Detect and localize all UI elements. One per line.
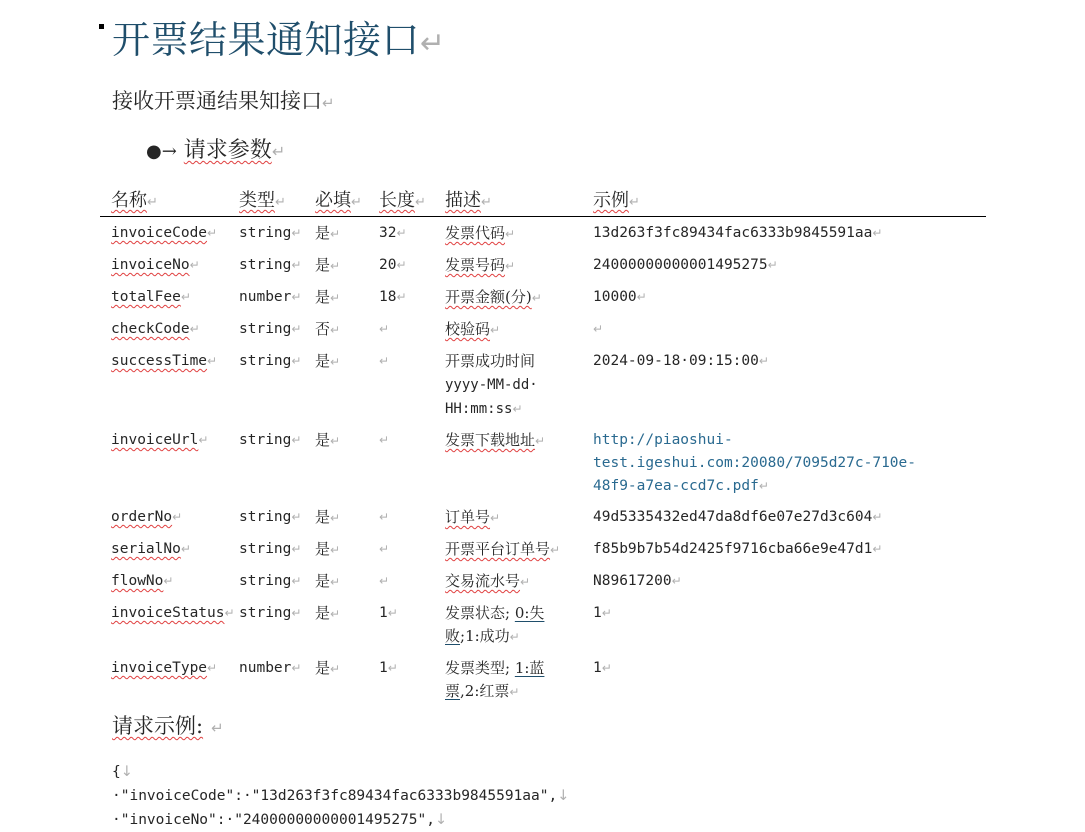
- param-length: 1↵: [379, 605, 398, 621]
- param-example: 49d5335432ed47da8df6e07e27d3c604↵: [593, 509, 883, 525]
- param-length: ↵: [379, 574, 390, 588]
- param-type: string↵: [239, 541, 302, 557]
- param-required: 是↵: [315, 604, 341, 622]
- param-description: 发票状态; 0:失 败;1:成功↵: [445, 604, 545, 645]
- param-name: successTime↵: [111, 353, 218, 369]
- invoice-url-link[interactable]: http://piaoshui- test.igeshui.com:20080/7095d27c-710e- 48f9-a7ea-ccd7c.pdf↵: [593, 432, 917, 494]
- param-required: 是↵: [315, 352, 341, 370]
- param-description: 发票代码↵: [445, 224, 516, 242]
- param-description: 订单号↵: [445, 508, 501, 526]
- param-example: N89617200↵: [593, 573, 682, 589]
- param-example: f85b9b7b54d2425f9716cba66e9e47d1↵: [593, 541, 883, 557]
- code-line: ·"invoiceNo":·"24000000000001495275",↓: [112, 812, 448, 828]
- param-name: invoiceNo↵: [111, 257, 200, 273]
- bullet-icon: ●→: [146, 141, 177, 162]
- param-name: invoiceCode↵: [111, 225, 218, 241]
- param-type: string↵: [239, 605, 302, 621]
- param-name: flowNo↵: [111, 573, 174, 589]
- param-description: 校验码↵: [445, 320, 501, 338]
- param-type: string↵: [239, 225, 302, 241]
- param-example: 24000000000001495275↵: [593, 257, 778, 273]
- param-required: 是↵: [315, 256, 341, 274]
- subtitle: 接收开票通结果知接口↵: [112, 89, 335, 113]
- param-description: 发票号码↵: [445, 256, 516, 274]
- page-title: 开票结果通知接口↵: [112, 18, 446, 62]
- param-required: 是↵: [315, 224, 341, 242]
- params-table: [100, 186, 986, 707]
- table-row: [100, 424, 986, 501]
- param-type: string↵: [239, 509, 302, 525]
- request-example-code: [112, 760, 569, 832]
- param-required: 是↵: [315, 659, 341, 677]
- param-length: 32↵: [379, 225, 407, 241]
- table-row: [100, 249, 986, 281]
- param-description: 发票下载地址↵: [445, 431, 546, 449]
- param-length: ↵: [379, 354, 390, 368]
- param-length: ↵: [379, 322, 390, 336]
- param-length: ↵: [379, 433, 390, 447]
- param-description: 发票类型; 1:蓝 票,2:红票↵: [445, 659, 545, 700]
- table-row: [100, 565, 986, 597]
- param-type: number↵: [239, 289, 302, 305]
- param-name: invoiceUrl↵: [111, 432, 209, 448]
- table-row: [100, 345, 986, 424]
- param-length: ↵: [379, 542, 390, 556]
- param-type: string↵: [239, 353, 302, 369]
- param-length: ↵: [379, 510, 390, 524]
- param-example: 10000↵: [593, 289, 647, 305]
- table-row: [100, 652, 986, 707]
- param-required: 是↵: [315, 508, 341, 526]
- param-type: string↵: [239, 432, 302, 448]
- table-row: [100, 501, 986, 533]
- param-name: totalFee↵: [111, 289, 191, 305]
- param-name: invoiceType↵: [111, 660, 218, 676]
- param-length: 1↵: [379, 660, 398, 676]
- param-type: string↵: [239, 573, 302, 589]
- param-type: number↵: [239, 660, 302, 676]
- param-description: 开票金额(分)↵: [445, 288, 542, 306]
- param-description: 开票平台订单号↵: [445, 540, 561, 558]
- param-required: 否↵: [315, 320, 341, 338]
- paragraph-marker: [99, 24, 104, 29]
- param-name: invoiceStatus↵: [111, 605, 235, 621]
- param-required: 是↵: [315, 572, 341, 590]
- code-line: {↓: [112, 764, 133, 780]
- table-header-row: 名称↵ 类型↵ 必填↵ 长度↵ 描述↵ 示例↵: [100, 186, 986, 217]
- param-example: 13d263f3fc89434fac6333b9845591aa↵: [593, 225, 883, 241]
- param-name: serialNo↵: [111, 541, 191, 557]
- table-row: [100, 281, 986, 313]
- param-example: 1↵: [593, 605, 612, 621]
- param-type: string↵: [239, 257, 302, 273]
- section-heading-request-params: ●→ 请求参数↵: [146, 138, 286, 163]
- param-description: 交易流水号↵: [445, 572, 531, 590]
- param-example: ↵: [593, 322, 604, 336]
- code-line: ·"invoiceCode":·"13d263f3fc89434fac6333b9845591aa",↓: [112, 788, 570, 804]
- param-required: 是↵: [315, 431, 341, 449]
- table-row: [100, 533, 986, 565]
- table-row: [100, 313, 986, 345]
- param-description: 开票成功时间 yyyy-MM-dd· HH:mm:ss↵: [445, 352, 538, 417]
- param-example: 1↵: [593, 660, 612, 676]
- param-length: 20↵: [379, 257, 407, 273]
- param-required: 是↵: [315, 288, 341, 306]
- param-required: 是↵: [315, 540, 341, 558]
- param-example: 2024-09-18·09:15:00↵: [593, 353, 769, 369]
- table-row: [100, 597, 986, 652]
- param-name: orderNo↵: [111, 509, 183, 525]
- param-type: string↵: [239, 321, 302, 337]
- param-example: [593, 424, 986, 501]
- table-row: [100, 217, 986, 250]
- param-name: checkCode↵: [111, 321, 200, 337]
- param-length: 18↵: [379, 289, 407, 305]
- request-example-heading: 请求示例: ↵: [112, 714, 224, 738]
